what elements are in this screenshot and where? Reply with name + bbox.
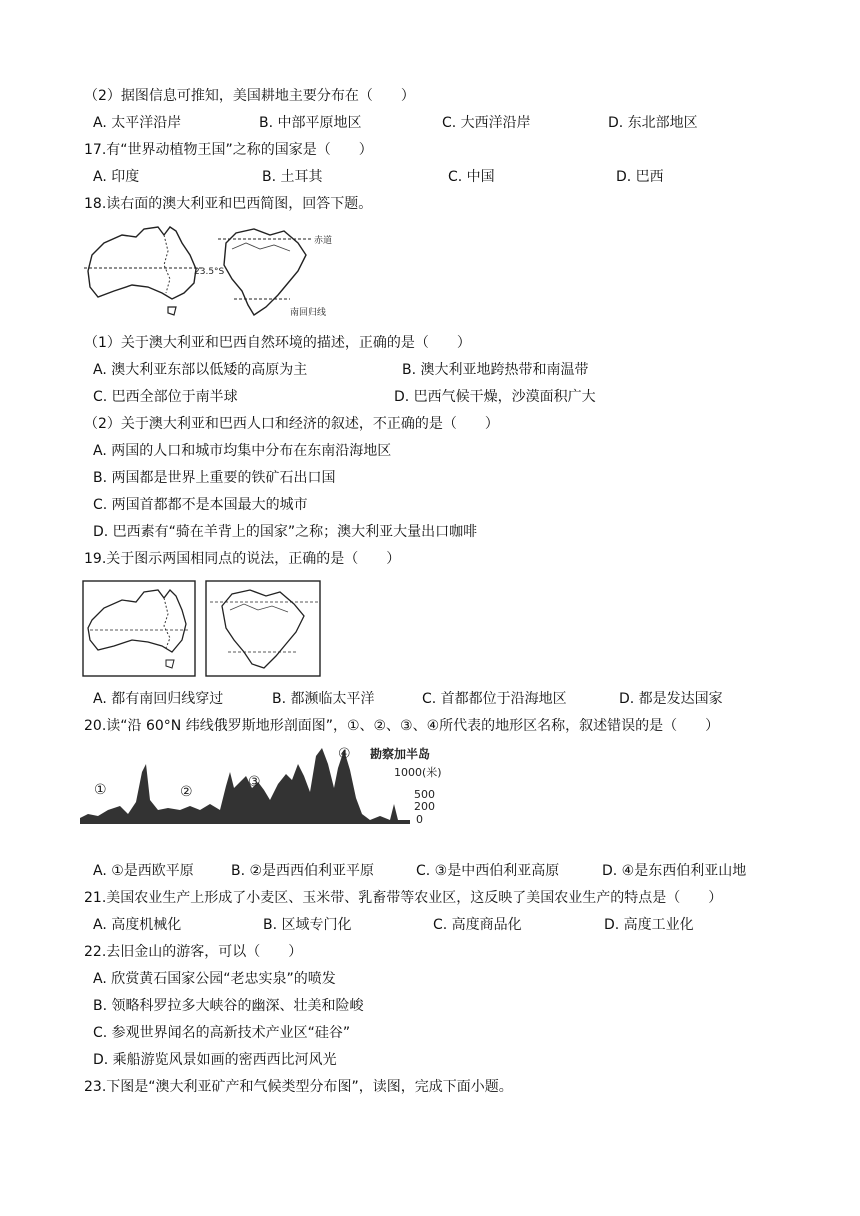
option-a: A. 太平洋沿岸: [93, 115, 182, 131]
option-a: A. 两国的人口和城市均集中分布在东南沿海地区: [93, 443, 392, 459]
option-a: A. 都有南回归线穿过: [93, 691, 224, 707]
option-c: C. 参观世界闻名的高新技术产业区“硅谷”: [93, 1025, 351, 1041]
option-c: C. 中国: [448, 169, 495, 185]
question-21-stem: 21.美国农业生产上形成了小麦区、玉米带、乳畜带等农业区，这反映了美国农业生产的特点是（ ）: [84, 890, 723, 906]
option-b: B. 澳大利亚地跨热带和南温带: [402, 362, 589, 378]
option-d: D. 都是发达国家: [619, 691, 723, 707]
question-16-2-stem: （2）据图信息可推知，美国耕地主要分布在（ ）: [84, 88, 415, 104]
tick-200: 200: [414, 800, 435, 813]
option-d: D. 高度工业化: [604, 917, 694, 933]
question-17-stem: 17.有“世界动植物王国”之称的国家是（ ）: [84, 142, 373, 158]
option-a: A. 高度机械化: [93, 917, 182, 933]
question-18-2-stem: （2）关于澳大利亚和巴西人口和经济的叙述，不正确的是（ ）: [84, 416, 499, 432]
option-b: B. ②是西西伯利亚平原: [231, 863, 375, 879]
option-d: D. ④是东西伯利亚山地: [602, 863, 747, 879]
option-d: D. 巴西气候干燥，沙漠面积广大: [394, 389, 596, 405]
option-a: A. 印度: [93, 169, 140, 185]
equator-label: 赤道: [314, 236, 333, 246]
marker-4: ④: [338, 746, 351, 762]
option-a: A. 澳大利亚东部以低矮的高原为主: [93, 362, 308, 378]
option-c: C. ③是中西伯利亚高原: [416, 863, 560, 879]
option-c: C. 首都都位于沿海地区: [422, 691, 567, 707]
australia-brazil-map: [84, 221, 344, 327]
russia-terrain-profile: [80, 744, 460, 828]
brazil-outline: [224, 229, 306, 315]
question-19-stem: 19.关于图示两国相同点的说法，正确的是（ ）: [84, 551, 401, 567]
option-d: D. 东北部地区: [608, 115, 698, 131]
option-b: B. 两国都是世界上重要的铁矿石出口国: [93, 470, 336, 486]
option-d: D. 乘船游览风景如画的密西西比河风光: [93, 1052, 337, 1068]
marker-2: ②: [180, 784, 193, 800]
marker-3: ③: [248, 774, 261, 790]
tick-500: 500: [414, 788, 435, 801]
profile-silhouette: [80, 748, 410, 824]
question-22-stem: 22.去旧金山的游客，可以（ ）: [84, 944, 303, 960]
question-20-stem: 20.读“沿 60°N 纬线俄罗斯地形剖面图”，①、②、③、④所代表的地形区名称，叙述错误的是（ ）: [84, 718, 720, 734]
question-23-stem: 23.下图是“澳大利亚矿产和气候类型分布图”，读图，完成下面小题。: [84, 1079, 513, 1095]
tropic-label: 南回归线: [290, 308, 327, 318]
option-a: A. ①是西欧平原: [93, 863, 194, 879]
option-b: B. 区域专门化: [263, 917, 352, 933]
question-18-stem: 18.读右面的澳大利亚和巴西简图，回答下题。: [84, 196, 373, 212]
option-b: B. 领略科罗拉多大峡谷的幽深、壮美和险峻: [93, 998, 364, 1014]
option-a: A. 欣赏黄石国家公园“老忠实泉”的喷发: [93, 971, 336, 987]
question-18-1-stem: （1）关于澳大利亚和巴西自然环境的描述，正确的是（ ）: [84, 335, 471, 351]
australia-outline: [88, 227, 196, 299]
option-b: B. 中部平原地区: [259, 115, 362, 131]
option-c: C. 高度商品化: [433, 917, 522, 933]
australia-outline: [88, 590, 186, 652]
tick-0: 0: [416, 813, 423, 826]
option-c: C. 两国首都都不是本国最大的城市: [93, 497, 308, 513]
option-b: B. 土耳其: [262, 169, 323, 185]
option-d: D. 巴西素有“骑在羊背上的国家”之称；澳大利亚大量出口咖啡: [93, 524, 478, 540]
peninsula-label: 勘察加半岛: [370, 747, 431, 761]
tasmania-outline: [168, 307, 176, 315]
option-d: D. 巴西: [616, 169, 664, 185]
latitude-label: 23.5°S: [194, 267, 225, 277]
marker-1: ①: [94, 782, 107, 798]
unit-label: 1000(米): [394, 766, 442, 779]
option-c: C. 巴西全部位于南半球: [93, 389, 238, 405]
two-country-map: [82, 580, 324, 678]
option-c: C. 大西洋沿岸: [442, 115, 531, 131]
option-b: B. 都濒临太平洋: [272, 691, 375, 707]
